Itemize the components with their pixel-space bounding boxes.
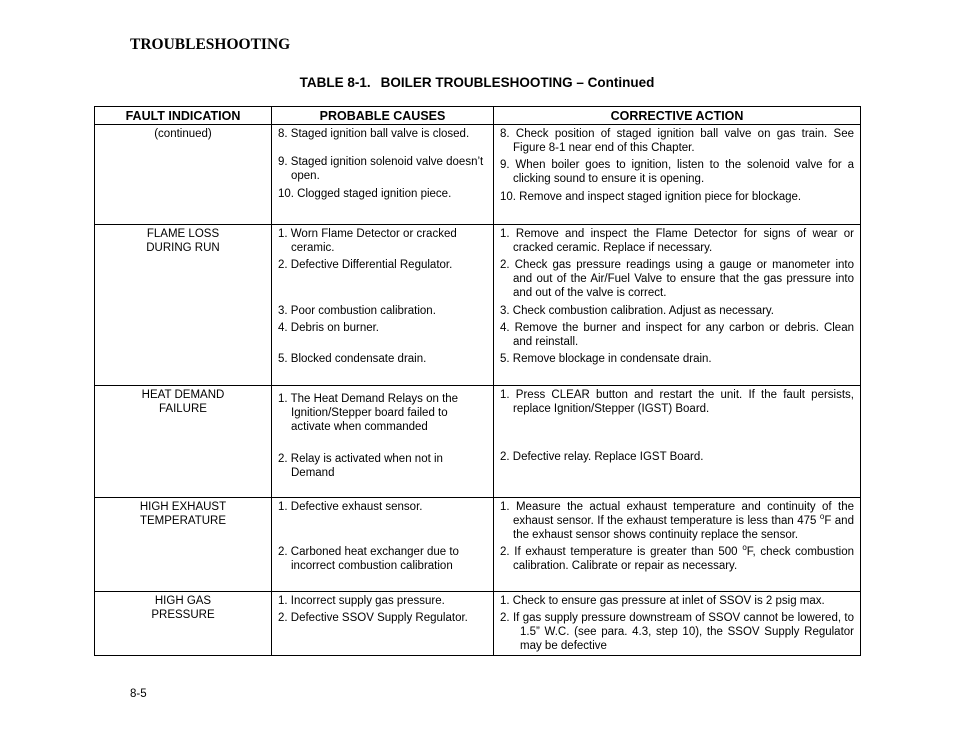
actions-cell <box>494 125 861 225</box>
page-number: 8-5 <box>130 688 147 700</box>
action-item: 10. Remove and inspect staged ignition piece for blockage. <box>500 191 802 203</box>
table-row <box>95 225 861 386</box>
cause-item: 2. Carboned heat exchanger due to incorrect combustion calibration <box>278 546 459 572</box>
fault-text: HIGH EXHAUST <box>139 501 227 513</box>
fault-text: TEMPERATURE <box>139 515 227 527</box>
action-text: 1. Measure the actual exhaust temperature and continuity of the exhaust sensor. If the exhaust temperature is less than 475 <box>500 501 854 527</box>
action-item: 3. Check combustion calibration. Adjust as necessary. <box>500 305 775 317</box>
cause-item: 5. Blocked condensate drain. <box>278 353 427 365</box>
cause-item: 8. Staged ignition ball valve is closed. <box>278 128 470 140</box>
actions-cell <box>494 225 861 386</box>
cause-item: 3. Poor combustion calibration. <box>278 305 436 317</box>
action-text: F, check combustion calibration. Calibrate or repair as necessary. <box>513 546 854 572</box>
table-title-text: BOILER TROUBLESHOOTING – Continued <box>380 75 655 90</box>
cause-item: 2. Defective Differential Regulator. <box>278 259 453 271</box>
causes-cell <box>272 225 494 386</box>
action-item: 4. Remove the burner and inspect for any carbon or debris. Clean and reinstall. <box>500 322 854 348</box>
cause-item: 1. Incorrect supply gas pressure. <box>278 595 445 607</box>
action-item: 5. Remove blockage in condensate drain. <box>500 353 712 365</box>
table-number: TABLE 8-1. <box>299 75 371 90</box>
causes-cell <box>272 386 494 498</box>
action-item: 1. Remove and inspect the Flame Detector for signs of wear or cracked ceramic. Replace if necessary. <box>500 228 854 254</box>
cause-item: 2. Defective SSOV Supply Regulator. <box>278 612 468 624</box>
cause-item: 9. Staged ignition solenoid valve doesn’t open. <box>278 156 484 182</box>
cause-item: 1. Defective exhaust sensor. <box>278 501 423 513</box>
causes-cell <box>272 498 494 592</box>
fault-text: (continued) <box>154 128 212 140</box>
fault-text: HIGH GAS <box>154 595 212 607</box>
fault-text: FLAME LOSS <box>146 228 220 240</box>
causes-cell <box>272 592 494 656</box>
action-item: 1. Press CLEAR button and restart the unit. If the fault persists, replace Ignition/Stepper (IGST) Board. <box>500 389 854 415</box>
action-item <box>500 500 854 542</box>
action-item <box>500 545 854 573</box>
fault-text: DURING RUN <box>146 242 220 254</box>
fault-cell <box>95 386 272 498</box>
col-header-causes: PROBABLE CAUSES <box>272 107 494 125</box>
cause-item: 4. Debris on burner. <box>278 322 380 334</box>
troubleshooting-table <box>94 106 861 656</box>
action-text: 2. If exhaust temperature is greater than 500 <box>500 546 738 558</box>
fault-cell <box>95 125 272 225</box>
table-row <box>95 592 861 656</box>
col-header-actions: CORRECTIVE ACTION <box>494 107 861 125</box>
actions-cell <box>494 592 861 656</box>
table-title <box>0 75 954 90</box>
fault-cell <box>95 498 272 592</box>
degree-symbol: o <box>742 543 747 553</box>
action-text: F and the exhaust sensor shows continuity replace the sensor. <box>513 515 854 541</box>
action-item: 8. Check position of staged ignition ball valve on gas train. See Figure 8-1 near end of this Chapter. <box>500 128 854 154</box>
fault-text: FAILURE <box>159 403 207 415</box>
action-item: 2. If gas supply pressure downstream of SSOV cannot be lowered, to 1.5” W.C. (see para. 4.3, step 10), the SSOV Supply Regulator may be defective <box>500 612 854 652</box>
fault-text: PRESSURE <box>151 609 215 621</box>
actions-cell <box>494 386 861 498</box>
table-row <box>95 125 861 225</box>
table-header-row <box>95 107 861 125</box>
section-title: TROUBLESHOOTING <box>130 36 291 53</box>
actions-cell <box>494 498 861 592</box>
action-item: 1. Check to ensure gas pressure at inlet of SSOV is 2 psig max. <box>500 595 825 607</box>
table-row <box>95 498 861 592</box>
cause-item: 10. Clogged staged ignition piece. <box>278 188 452 200</box>
cause-item: 1. The Heat Demand Relays on the Ignition/Stepper board failed to activate when commanded <box>278 393 459 433</box>
fault-cell <box>95 225 272 386</box>
cause-item: 2. Relay is activated when not in Demand <box>278 453 443 479</box>
degree-symbol: o <box>819 512 825 522</box>
table-row <box>95 386 861 498</box>
causes-cell <box>272 125 494 225</box>
fault-text: HEAT DEMAND <box>141 389 225 401</box>
action-item: 2. Defective relay. Replace IGST Board. <box>500 451 704 463</box>
cause-item: 1. Worn Flame Detector or cracked ceramic. <box>278 228 457 254</box>
action-item: 9. When boiler goes to ignition, listen to the solenoid valve for a clicking sound to ensure it is opening. <box>500 159 854 185</box>
fault-cell <box>95 592 272 656</box>
col-header-fault: FAULT INDICATION <box>95 107 272 125</box>
action-item: 2. Check gas pressure readings using a gauge or manometer into and out of the Air/Fuel Valve to ensure that the gas pressure into and out of the valve is correct. <box>500 259 854 299</box>
